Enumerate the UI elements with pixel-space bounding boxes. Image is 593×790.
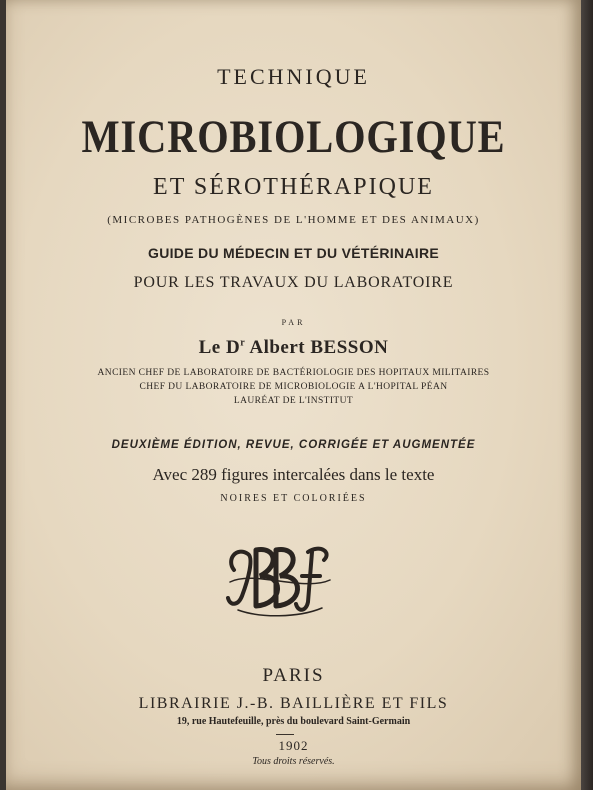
book-title-page [6, 0, 581, 790]
publisher: LIBRAIRIE J.-B. BAILLIÈRE ET FILS [138, 695, 449, 712]
publisher-monogram [224, 540, 334, 620]
credential-line: LAURÉAT DE L'INSTITUT [233, 396, 354, 406]
edition-line: DEUXIÈME ÉDITION, REVUE, CORRIGÉE ET AUGMENTÉE [111, 439, 476, 451]
divider [276, 734, 294, 735]
city: PARIS [262, 665, 325, 686]
author-credentials [6, 366, 581, 408]
author-prefix: Le D [198, 337, 241, 358]
page-edge-shadow [581, 0, 593, 790]
credential-line: CHEF DU LABORATOIRE DE MICROBIOLOGIE A L'HOPITAL PÉAN [139, 382, 448, 392]
rights-notice: Tous droits réservés. [252, 756, 335, 767]
par-label: PAR [281, 318, 306, 327]
author-line [6, 337, 581, 359]
figures-line: Avec 289 figures intercalées dans le texte [152, 465, 435, 484]
credential-line: ANCIEN CHEF DE LABORATOIRE DE BACTÉRIOLOGIE DES HOPITAUX MILITAIRES [97, 368, 490, 378]
main-title: MICROBIOLOGIQUE [81, 111, 506, 163]
parenthetical-subtitle: (MICROBES PATHOGÈNES DE L'HOMME ET DES ANIMAUX) [107, 214, 480, 226]
sub-title: ET SÉROTHÉRAPIQUE [153, 174, 434, 200]
travaux-line: POUR LES TRAVAUX DU LABORATOIRE [133, 274, 454, 291]
author-name: Albert BESSON [245, 337, 389, 358]
title-technique: TECHNIQUE [217, 64, 370, 89]
guide-line: GUIDE DU MÉDECIN ET DU VÉTÉRINAIRE [148, 245, 439, 261]
publication-year: 1902 [278, 738, 309, 753]
figures-note: NOIRES ET COLORIÉES [220, 493, 367, 504]
publisher-address: 19, rue Hautefeuille, près du boulevard Saint-Germain [176, 716, 411, 727]
author-prefix-sup: r [240, 337, 246, 349]
